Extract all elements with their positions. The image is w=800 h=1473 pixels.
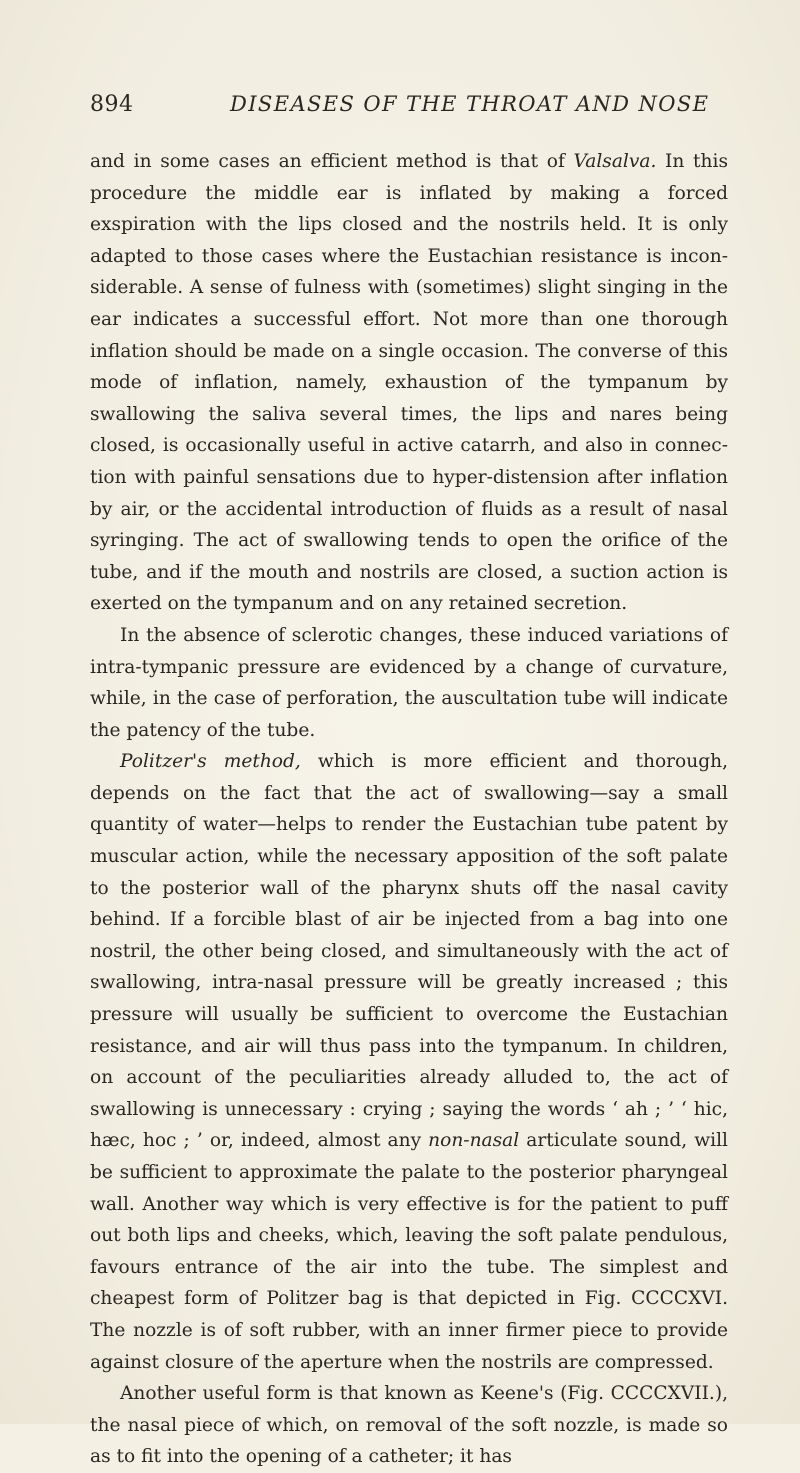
paragraph-text: In the absence of sclerotic changes, these induced variations of intra-tympanic pressure are evidenced by a change of curvature, while, in the case of perforation, the auscultation tube will indicate the patency of the tube.	[90, 624, 728, 741]
paragraph-text: articulate sound, will be sufficient to approximate the palate to the posterior pharyngeal wall. Another way which is very effective is for the patient to puff out both lips and cheeks, which, leaving the soft palate pendulous, favours entrance of the air into the tube. The simplest and cheapest form of Politzer bag is that depicted in Fig. CCCCXVI. The nozzle is of soft rubber, with an inner firmer piece to provide against closure of the aperture when the nostrils are compressed.	[90, 1130, 728, 1373]
page-header	[90, 92, 730, 122]
paragraph-valsalva	[90, 146, 728, 620]
paragraph-text: and in some cases an efficient method is that of	[90, 151, 574, 172]
paragraph-text: In this procedure the middle ear is inflated by making a forced exspiration with the lips closed and the nostrils held. It is only adapted to those cases where the Eustachian resistance is incon-siderable. A sense of fulness with (sometimes) slight singing in the ear indicates a successful effort. Not more than one thorough inflation should be made on a single occasion. The converse of this mode of inflation, namely, exhaustion of the tympanum by swallowing the saliva several times, the lips and nares being closed, is occasionally useful in active catarrh, and also in connec-tion with painful sensations due to hyper-distension after inflation by air, or the accidental introduction of fluids as a result of nasal syringing. The act of swallowing tends to open the orifice of the tube, and if the mouth and nostrils are closed, a suction action is exerted on the tympanum and on any retained secretion.	[90, 151, 728, 615]
paragraph-politzer-method	[90, 746, 728, 1378]
paragraph-keenes-form	[90, 1378, 728, 1473]
italic-term-valsalva: Valsalva.	[573, 151, 657, 172]
running-head: DISEASES OF THE THROAT AND NOSE	[230, 92, 710, 116]
italic-term-politzer-method: Politzer's method,	[120, 751, 301, 773]
paragraph-text: which is more efficient and thorough, depends on the fact that the act of swallowing—say a small quantity of water—helps to render the Eustachian tube patent by muscular action, while the necessary apposition of the soft palate to the posterior wall of the pharynx shuts off the nasal cavity behind. If a forcible blast of air be injected from a bag into one nostril, the other being closed, and simultaneously with the act of swallowing, intra-nasal pressure will be greatly increased ; this pressure will usually be sufficient to overcome the Eustachian resistance, and air will thus pass into the tympanum. In children, on account of the peculiarities already alluded to, the act of swallowing is unnecessary : crying ; saying the words ‘ ah ; ’ ‘ hic, hæc, hoc ; ’ or, indeed, almost any	[90, 751, 728, 1152]
page-number: 894	[90, 92, 134, 117]
paragraph-text: Another useful form is that known as Keene's (Fig. CCCCXVII.), the nasal piece of which, on removal of the soft nozzle, is made so as to fit into the opening of a catheter; it has	[90, 1383, 728, 1468]
paragraph-sclerotic-changes	[90, 620, 728, 746]
body-text	[90, 146, 728, 1473]
italic-term-non-nasal: non-nasal	[428, 1130, 520, 1152]
